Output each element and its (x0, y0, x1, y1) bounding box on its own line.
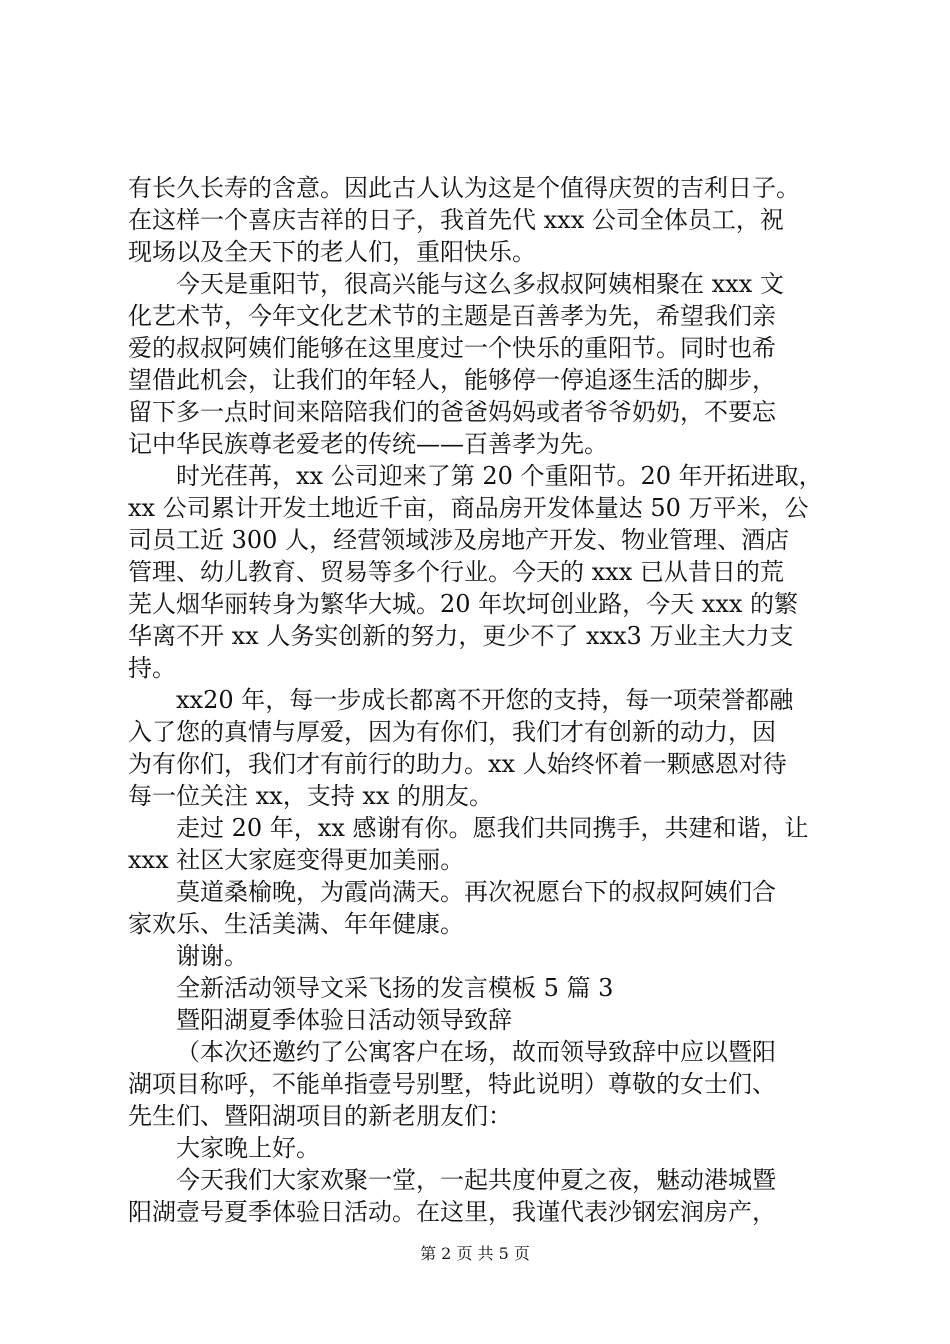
text-line: 莫道桑榆晚，为霞尚满天。再次祝愿台下的叔叔阿姨们合 (176, 878, 776, 906)
text-line: 每一位关注 xx，支持 xx 的朋友。 (128, 782, 494, 810)
text-line: 爱的叔叔阿姨们能够在这里度过一个快乐的重阳节。同时也希 (128, 334, 776, 362)
text-line: 望借此机会，让我们的年轻人，能够停一停追逐生活的脚步， (128, 366, 776, 394)
document-body (128, 172, 828, 1228)
text-line: 管理、幼儿教育、贸易等多个行业。今天的 xxx 已从昔日的荒 (128, 558, 784, 586)
text-line: 今天我们大家欢聚一堂，一起共度仲夏之夜，魅动港城暨 (176, 1166, 776, 1194)
text-line: xxx 社区大家庭变得更加美丽。 (128, 846, 465, 874)
text-line: 今天是重阳节，很高兴能与这么多叔叔阿姨相聚在 xxx 文 (176, 270, 784, 298)
page-footer: 第 2 页 共 5 页 (420, 1244, 530, 1263)
text-line: 全新活动领导文采飞扬的发言模板 5 篇 3 (176, 974, 614, 1002)
text-line: 在这样一个喜庆吉祥的日子，我首先代 xxx 公司全体员工，祝 (128, 206, 784, 234)
text-line: 化艺术节，今年文化艺术节的主题是百善孝为先，希望我们亲 (128, 302, 776, 330)
text-line: 司员工近 300 人，经营领域涉及房地产开发、物业管理、酒店 (128, 526, 790, 554)
text-line: 谢谢。 (176, 942, 248, 970)
text-line: 先生们、暨阳湖项目的新老朋友们： (128, 1102, 512, 1130)
text-line: 大家晚上好。 (176, 1134, 320, 1162)
text-line: 现场以及全天下的老人们，重阳快乐。 (128, 238, 536, 266)
text-line: 暨阳湖夏季体验日活动领导致辞 (176, 1006, 512, 1034)
text-line: xx 公司累计开发土地近千亩，商品房开发体量达 50 万平米，公 (128, 494, 809, 522)
text-line: 为有你们，我们才有前行的助力。xx 人始终怀着一颗感恩对待 (128, 750, 787, 778)
text-line: 阳湖壹号夏季体验日活动。在这里，我谨代表沙钢宏润房产， (128, 1198, 776, 1226)
text-line: 入了您的真情与厚爱，因为有你们，我们才有创新的动力，因 (128, 718, 776, 746)
text-line: 记中华民族尊老爱老的传统——百善孝为先。 (128, 430, 608, 458)
text-line: 芜人烟华丽转身为繁华大城。20 年坎坷创业路，今天 xxx 的繁 (128, 590, 799, 618)
text-line: xx20 年，每一步成长都离不开您的支持，每一项荣誉都融 (176, 686, 794, 714)
text-line: （本次还邀约了公寓客户在场，故而领导致辞中应以暨阳 (176, 1038, 776, 1066)
text-line: 走过 20 年，xx 感谢有你。愿我们共同携手，共建和谐，让 (176, 814, 809, 842)
text-line: 留下多一点时间来陪陪我们的爸爸妈妈或者爷爷奶奶，不要忘 (128, 398, 776, 426)
text-line: 时光荏苒，xx 公司迎来了第 20 个重阳节。20 年开拓进取， (176, 462, 823, 490)
text-line: 华离不开 xx 人务实创新的努力，更少不了 xxx3 万业主大力支 (128, 622, 794, 650)
text-line: 有长久长寿的含意。因此古人认为这是个值得庆贺的吉利日子。 (128, 174, 800, 202)
text-line: 家欢乐、生活美满、年年健康。 (128, 910, 464, 938)
text-line: 持。 (128, 654, 176, 682)
text-line: 湖项目称呼，不能单指壹号别墅，特此说明）尊敬的女士们、 (128, 1070, 776, 1098)
